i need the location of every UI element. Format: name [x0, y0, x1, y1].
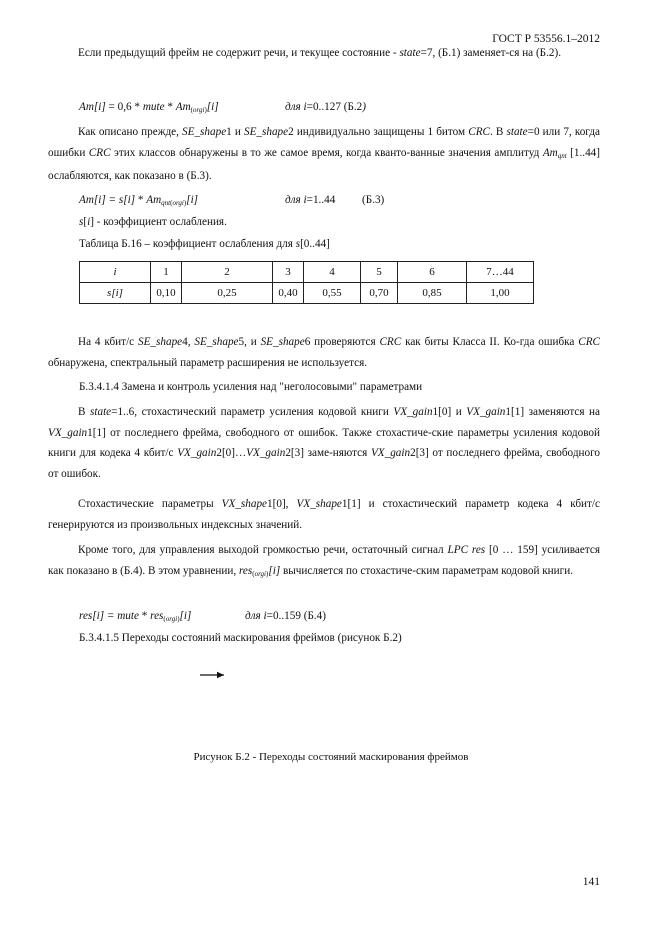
page-number: 141	[582, 876, 600, 888]
si-description: s[i] - коэффициент ослабления.	[79, 216, 227, 228]
standard-header: ГОСТ Р 53556.1–2012	[492, 33, 600, 45]
table-row: i 1 2 3 4 5 6 7…44	[80, 262, 534, 283]
formula-b3: $Am[i] = s[i] * Am_{qnt(orgi)}[i]$ для i=1..44 (Б.3)	[79, 194, 385, 207]
paragraph-4kbps: На 4 кбит/с SE_shape4, SE_shape5, и SE_shape6 проверяются CRC как биты Класса II. Ко-гда ошибка CRC обнаружена, спектральный параметр расширения не используется.	[48, 336, 601, 369]
formula-b2: Am[i] = 0,6 * mute * $Am_{(orgi)}[i]$ для i=0..127 (Б.2)	[79, 101, 367, 114]
section-heading: Б.3.4.1.5 Переходы состояний маскирования фреймов (рисунок Б.2)	[79, 632, 402, 644]
paragraph-crc: Как описано прежде, SE_shape1 и SE_shape2 индивидуально защищены 1 битом CRC. В state=0 или 7, когда ошибки CRC этих классов обнаружены в то же самое время, когда кванто-ванные значения амплитуд $Am_{qnt}$ [1..44] ослабляются, как показано в (Б.3).	[48, 126, 600, 182]
formula-b4: res[i] = mute * res$_{(orgi)}$[i] для i=0..159 (Б.4)	[79, 610, 326, 623]
table-row: s[i] 0,10 0,25 0,40 0,55 0,70 0,85 1,00	[80, 283, 534, 304]
section-heading: Б.3.4.1.4 Замена и контроль усиления над "неголосовыми" параметрами	[79, 381, 423, 393]
paragraph-shape: Стохастические параметры VX_shape1[0], VX_shape1[1] и стохастический параметр кодека 4 кбит/с генерируются из произвольных индексных значений.	[48, 498, 600, 531]
paragraph-gain: В state=1..6, стохастический параметр усиления кодовой книги VX_gain1[0] и VX_gain1[1] заменяются на VX_gain1[1] от последнего фрейма, свободного от ошибок. Также стохастиче-ские параметры усиления кодовой книги для кодека 4 кбит/с VX_gain2[0]…VX_gain2[3] заме-няются VX_gain2[3] от последнего фрейма, свободного от ошибок.	[48, 406, 601, 480]
figure-caption: Рисунок Б.2 - Переходы состояний маскирования фреймов	[193, 751, 469, 763]
paragraph-state7: Если предыдущий фрейм не содержит речи, и текущее состояние - state=7, (Б.1) заменяет-ся на (Б.2).	[78, 47, 562, 59]
table-caption: Таблица Б.16 – коэффициент ослабления для s[0..44]	[79, 238, 330, 250]
paragraph-lpc: Кроме того, для управления выходой громкостью речи, остаточный сигнал LPC res [0 … 159] усиливается как показано в (Б.4). В этом уравнении, res$_{(orgi)}$[i] вычисляется по стохастиче-ским параметрам кодовой книги.	[48, 544, 600, 578]
